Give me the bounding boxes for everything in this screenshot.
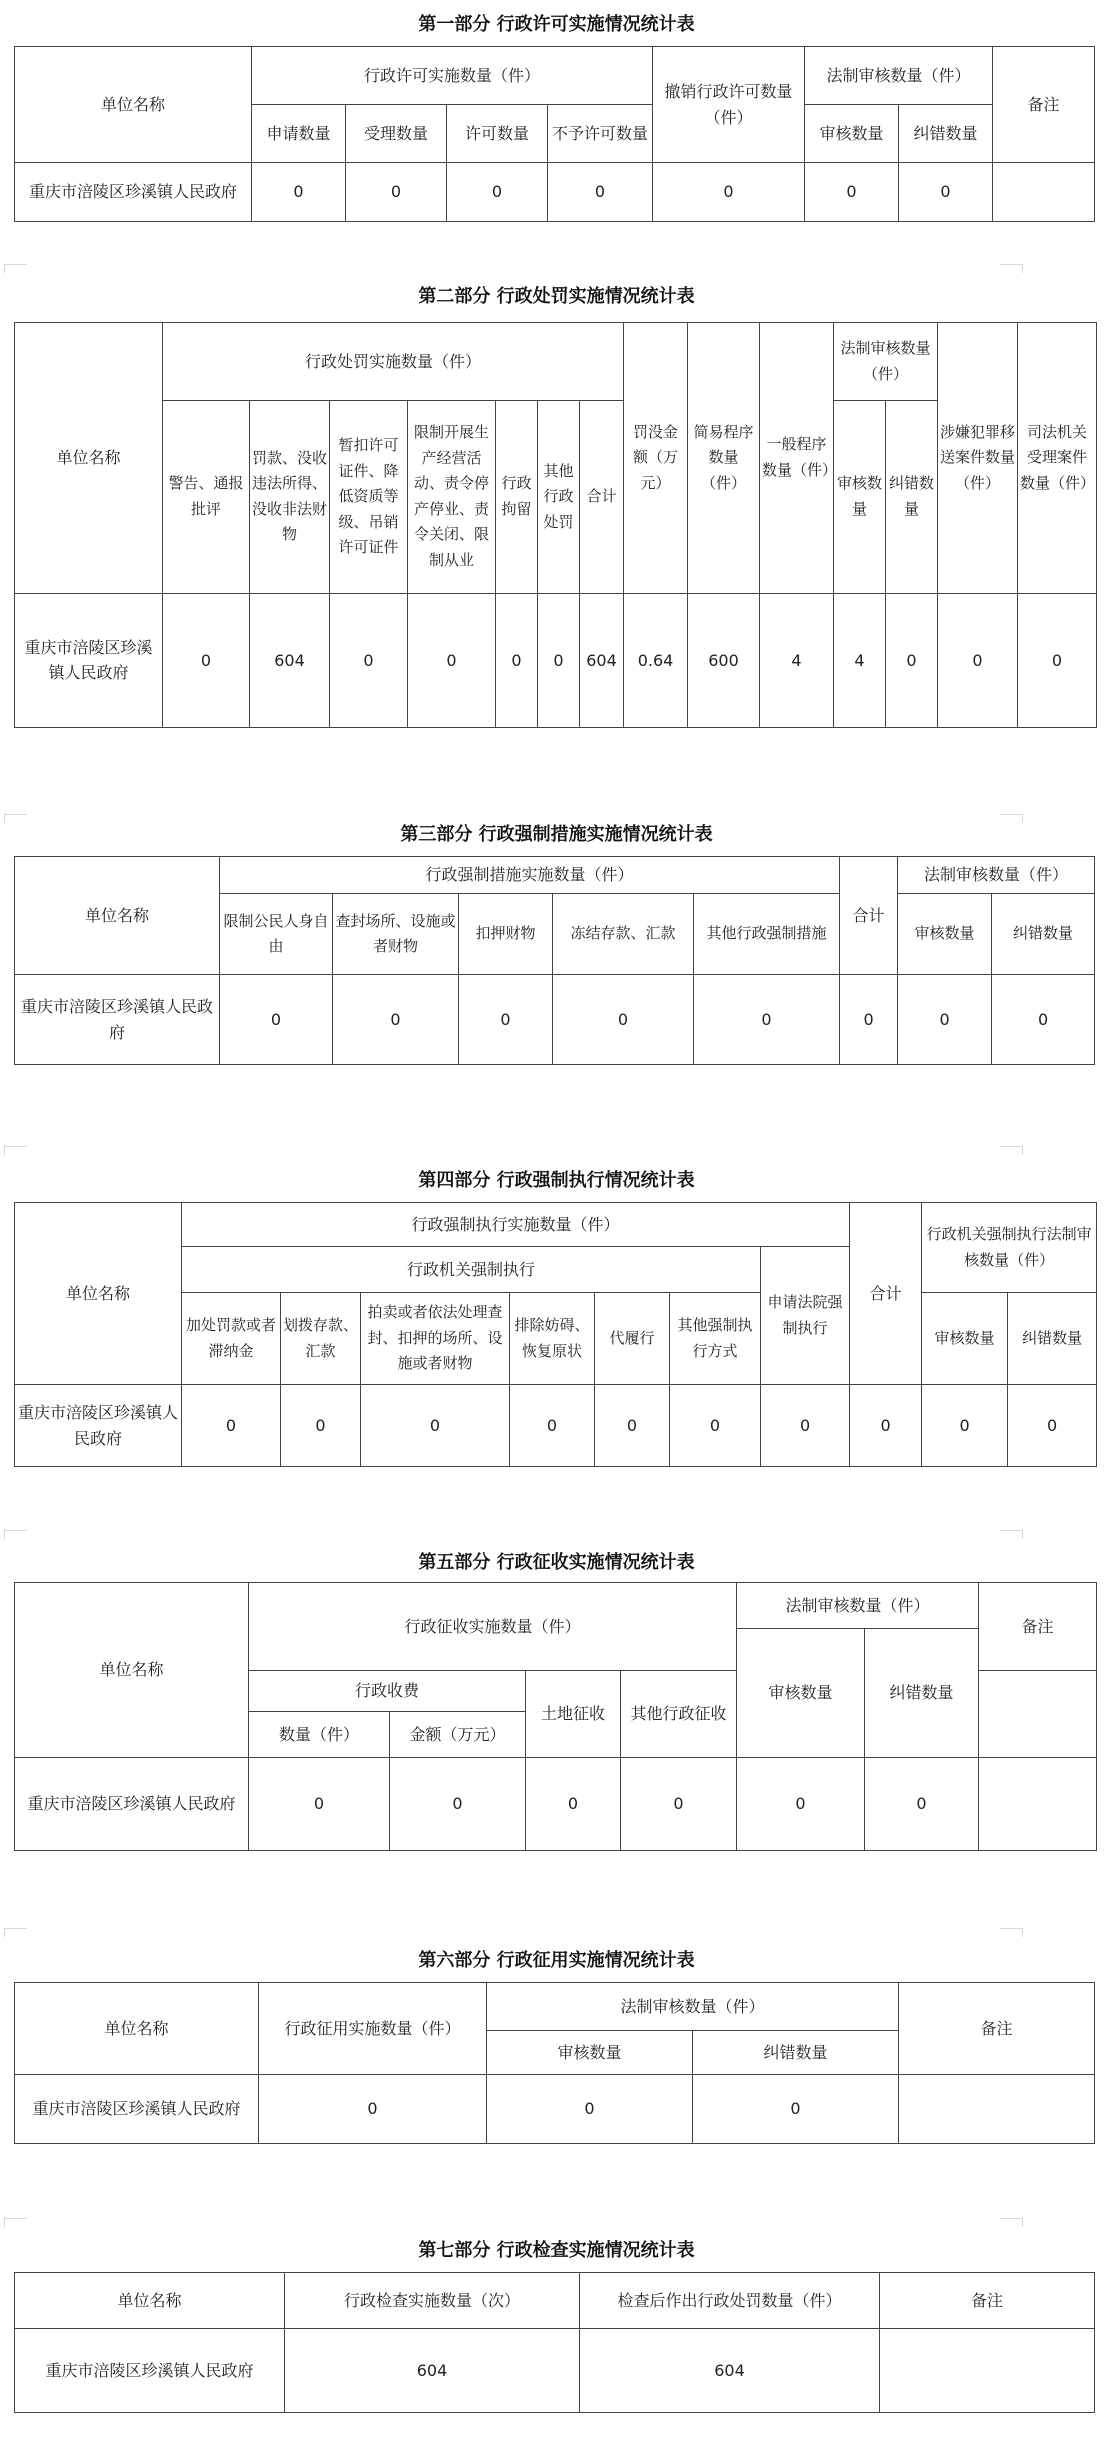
detain-header: 行政拘留 <box>496 401 538 593</box>
inspection-impl-value: 604 <box>285 2329 580 2413</box>
review-header: 法制审核数量（件） <box>834 323 938 401</box>
restrict-header: 限制开展生产经营活动、责令停产停业、责令关闭、限制从业 <box>408 401 496 593</box>
other-value: 0 <box>694 975 840 1065</box>
divider-mark <box>1000 1928 1023 1937</box>
proxy-header: 代履行 <box>595 1293 670 1385</box>
unit-name-cell: 重庆市涪陵区珍溪镇人民政府 <box>15 1385 182 1467</box>
remove-value: 0 <box>510 1385 595 1467</box>
permit-value: 0 <box>447 163 548 222</box>
unit-name-cell: 重庆市涪陵区珍溪镇人民政府 <box>15 2329 285 2413</box>
apply-header: 申请数量 <box>252 105 346 163</box>
court-value: 0 <box>761 1385 850 1467</box>
correct-header: 纠错数量 <box>886 401 938 593</box>
penalty-header: 加处罚款或者滞纳金 <box>182 1293 281 1385</box>
suspend-header: 暂扣许可证件、降低资质等级、吊销许可证件 <box>330 401 408 593</box>
permit-impl-header: 行政许可实施数量（件） <box>252 47 653 105</box>
divider-mark <box>1000 2218 1023 2227</box>
audit-value: 0 <box>898 975 992 1065</box>
seal-value: 0 <box>333 975 459 1065</box>
accept-header: 受理数量 <box>346 105 447 163</box>
remark-value <box>899 2075 1095 2144</box>
transfer-header: 划拨存款、汇款 <box>281 1293 361 1385</box>
restrict-value: 0 <box>408 593 496 727</box>
land-header: 土地征收 <box>526 1671 621 1758</box>
section-1-title: 第一部分 行政许可实施情况统计表 <box>418 14 695 35</box>
unit-name-cell: 重庆市涪陵区珍溪镇人民政府 <box>15 163 252 222</box>
section-4-title: 第四部分 行政强制执行情况统计表 <box>418 1170 695 1191</box>
fee-header: 行政收费 <box>249 1671 526 1712</box>
deny-header: 不予许可数量 <box>548 105 653 163</box>
total-value: 604 <box>580 593 624 727</box>
other-header: 其他强制执行方式 <box>670 1293 761 1385</box>
remark-value <box>880 2329 1095 2413</box>
divider-mark <box>4 1146 27 1155</box>
auction-value: 0 <box>361 1385 510 1467</box>
levy-table <box>14 1582 1097 1851</box>
review-header: 法制审核数量（件） <box>898 857 1095 894</box>
remark-value <box>979 1758 1097 1851</box>
total-value: 0 <box>840 975 898 1065</box>
correct-value: 0 <box>899 163 993 222</box>
crime-header: 涉嫌犯罪移送案件数量（件） <box>938 323 1018 594</box>
suspend-value: 0 <box>330 593 408 727</box>
audit-value: 0 <box>922 1385 1008 1467</box>
fee-amount-header: 金额（万元） <box>390 1712 526 1758</box>
review-header: 法制审核数量（件） <box>805 47 993 105</box>
court-header: 申请法院强制执行 <box>761 1247 850 1385</box>
fine-header: 罚款、没收违法所得、没收非法财物 <box>250 401 330 593</box>
revoke-value: 0 <box>653 163 805 222</box>
penalty-table <box>14 322 1097 728</box>
correct-header: 纠错数量 <box>1008 1293 1097 1385</box>
audit-header: 审核数量 <box>487 2031 693 2075</box>
divider-mark <box>1000 1146 1023 1155</box>
apply-value: 0 <box>252 163 346 222</box>
section-2-title: 第二部分 行政处罚实施情况统计表 <box>418 286 695 307</box>
requisition-impl-value: 0 <box>259 2075 487 2144</box>
penalty-value: 0 <box>182 1385 281 1467</box>
unit-name-header: 单位名称 <box>15 2273 285 2329</box>
simple-header: 简易程序数量（件） <box>688 323 760 594</box>
enforcement-table <box>14 1202 1097 1467</box>
remove-header: 排除妨碍、恢复原状 <box>510 1293 595 1385</box>
unit-name-header: 单位名称 <box>15 857 220 975</box>
audit-value: 0 <box>487 2075 693 2144</box>
unit-name-cell: 重庆市涪陵区珍溪镇人民政府 <box>15 1758 249 1851</box>
seize-value: 0 <box>459 975 553 1065</box>
unit-name-cell: 重庆市涪陵区珍溪镇人民政府 <box>15 975 220 1065</box>
total-header: 合计 <box>580 401 624 593</box>
unit-name-header: 单位名称 <box>15 323 163 594</box>
correct-header: 纠错数量 <box>865 1629 979 1758</box>
other-value: 0 <box>621 1758 737 1851</box>
section-6-title: 第六部分 行政征用实施情况统计表 <box>418 1950 695 1971</box>
requisition-impl-header: 行政征用实施数量（件） <box>259 1983 487 2075</box>
audit-header: 审核数量 <box>898 894 992 975</box>
other-value: 0 <box>538 593 580 727</box>
unit-name-cell: 重庆市涪陵区珍溪镇人民政府 <box>15 2075 259 2144</box>
auction-header: 拍卖或者依法处理查封、扣押的场所、设施或者财物 <box>361 1293 510 1385</box>
review-header: 法制审核数量（件） <box>737 1583 979 1629</box>
freeze-value: 0 <box>553 975 694 1065</box>
correct-header: 纠错数量 <box>693 2031 899 2075</box>
divider-mark <box>4 264 27 273</box>
general-value: 4 <box>760 593 834 727</box>
total-header: 合计 <box>850 1203 922 1385</box>
correct-value: 0 <box>865 1758 979 1851</box>
warn-header: 警告、通报批评 <box>163 401 250 593</box>
after-inspection-value: 604 <box>580 2329 880 2413</box>
correct-header: 纠错数量 <box>992 894 1095 975</box>
unit-name-cell: 重庆市涪陵区珍溪镇人民政府 <box>15 593 163 727</box>
agency-enforcement-header: 行政机关强制执行 <box>182 1247 761 1293</box>
review-header: 行政机关强制执行法制审核数量（件） <box>922 1203 1097 1293</box>
transfer-value: 0 <box>281 1385 361 1467</box>
judicial-header: 司法机关受理案件数量（件） <box>1018 323 1097 594</box>
deny-value: 0 <box>548 163 653 222</box>
enforcement-impl-header: 行政强制执行实施数量（件） <box>182 1203 850 1247</box>
other-header: 其他行政征收 <box>621 1671 737 1758</box>
correct-value: 0 <box>693 2075 899 2144</box>
remark-header: 备注 <box>880 2273 1095 2329</box>
remark-header: 备注 <box>993 47 1095 163</box>
unit-name-header: 单位名称 <box>15 47 252 163</box>
proxy-value: 0 <box>595 1385 670 1467</box>
judicial-value: 0 <box>1018 593 1097 727</box>
after-inspection-header: 检查后作出行政处罚数量（件） <box>580 2273 880 2329</box>
amount-header: 罚没金额（万元） <box>624 323 688 594</box>
divider-mark <box>1000 264 1023 273</box>
other-value: 0 <box>670 1385 761 1467</box>
divider-mark <box>1000 1530 1023 1539</box>
permit-header: 许可数量 <box>447 105 548 163</box>
audit-header: 审核数量 <box>737 1629 865 1758</box>
remark-header: 备注 <box>979 1583 1097 1671</box>
section-3-title: 第三部分 行政强制措施实施情况统计表 <box>400 824 713 845</box>
seize-header: 扣押财物 <box>459 894 553 975</box>
correct-value: 0 <box>886 593 938 727</box>
land-value: 0 <box>526 1758 621 1851</box>
amount-value: 0.64 <box>624 593 688 727</box>
review-header: 法制审核数量（件） <box>487 1983 899 2031</box>
section-7-title: 第七部分 行政检查实施情况统计表 <box>418 2240 695 2261</box>
restrict-value: 0 <box>220 975 333 1065</box>
section-5-title: 第五部分 行政征收实施情况统计表 <box>418 1552 695 1573</box>
fine-value: 604 <box>250 593 330 727</box>
seal-header: 查封场所、设施或者财物 <box>333 894 459 975</box>
detain-value: 0 <box>496 593 538 727</box>
permit-table <box>14 46 1095 222</box>
penalty-impl-header: 行政处罚实施数量（件） <box>163 323 624 401</box>
inspection-impl-header: 行政检查实施数量（次） <box>285 2273 580 2329</box>
coercive-measures-table <box>14 856 1095 1065</box>
restrict-freedom-header: 限制公民人身自由 <box>220 894 333 975</box>
fee-count-header: 数量（件） <box>249 1712 390 1758</box>
correct-header: 纠错数量 <box>899 105 993 163</box>
remark-value <box>993 163 1095 222</box>
fee-amount-value: 0 <box>390 1758 526 1851</box>
simple-value: 600 <box>688 593 760 727</box>
audit-header: 审核数量 <box>805 105 899 163</box>
requisition-table <box>14 1982 1095 2144</box>
divider-mark <box>4 1928 27 1937</box>
unit-name-header: 单位名称 <box>15 1203 182 1385</box>
total-header: 合计 <box>840 857 898 975</box>
revoke-header: 撤销行政许可数量（件） <box>653 47 805 163</box>
crime-value: 0 <box>938 593 1018 727</box>
unit-name-header: 单位名称 <box>15 1983 259 2075</box>
inspection-table <box>14 2272 1095 2413</box>
audit-header: 审核数量 <box>922 1293 1008 1385</box>
audit-value: 4 <box>834 593 886 727</box>
coercive-impl-header: 行政强制措施实施数量（件） <box>220 857 840 894</box>
levy-impl-header: 行政征收实施数量（件） <box>249 1583 737 1671</box>
warn-value: 0 <box>163 593 250 727</box>
accept-value: 0 <box>346 163 447 222</box>
remark-blank <box>979 1671 1097 1758</box>
correct-value: 0 <box>992 975 1095 1065</box>
total-value: 0 <box>850 1385 922 1467</box>
general-header: 一般程序数量（件） <box>760 323 834 594</box>
other-header: 其他行政处罚 <box>538 401 580 593</box>
correct-value: 0 <box>1008 1385 1097 1467</box>
freeze-header: 冻结存款、汇款 <box>553 894 694 975</box>
divider-mark <box>4 1530 27 1539</box>
fee-count-value: 0 <box>249 1758 390 1851</box>
audit-header: 审核数量 <box>834 401 886 593</box>
divider-mark <box>4 2218 27 2227</box>
other-header: 其他行政强制措施 <box>694 894 840 975</box>
unit-name-header: 单位名称 <box>15 1583 249 1758</box>
remark-header: 备注 <box>899 1983 1095 2075</box>
audit-value: 0 <box>737 1758 865 1851</box>
audit-value: 0 <box>805 163 899 222</box>
